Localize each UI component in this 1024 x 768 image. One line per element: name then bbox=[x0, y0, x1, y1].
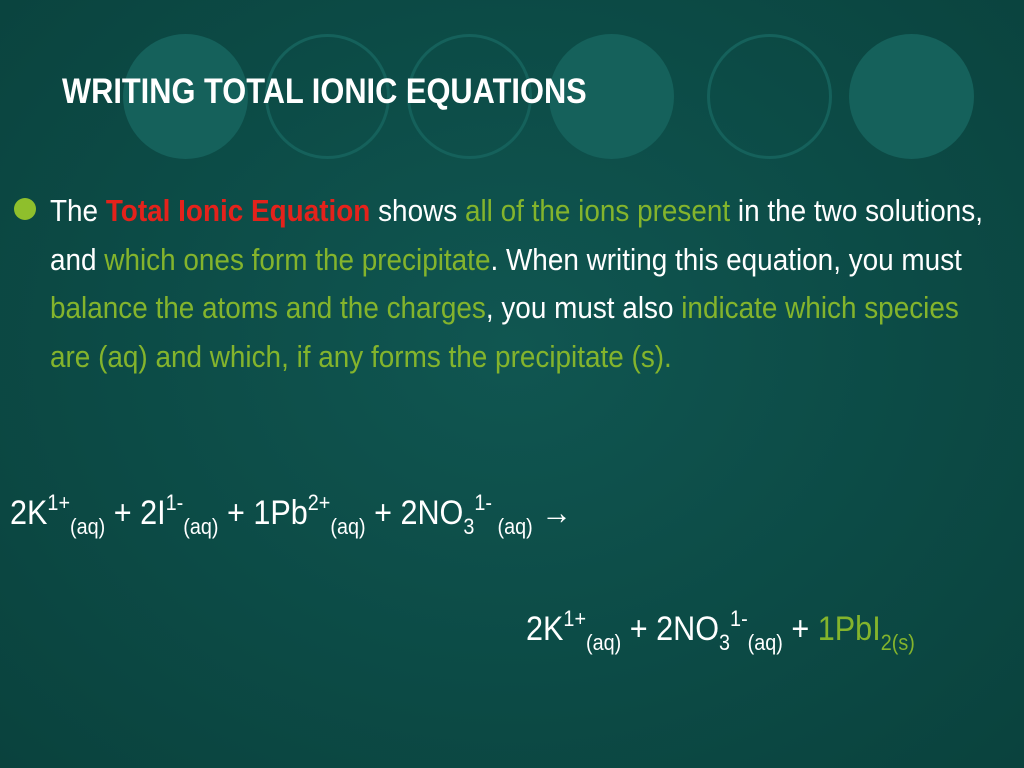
eq2-plus: + bbox=[782, 610, 818, 648]
eq1-state-k: (aq) bbox=[70, 514, 106, 539]
eq2-term-k: 2K bbox=[526, 610, 564, 648]
decor-circle-6 bbox=[849, 34, 974, 159]
eq1-term-k: 2K bbox=[10, 494, 48, 532]
eq2-subscript-3: 3 bbox=[719, 630, 731, 655]
eq2-charge-k: 1+ bbox=[563, 606, 587, 631]
highlight-indicate-species: indicate which species are (aq) and which, if any forms the precipitate (s). bbox=[50, 290, 959, 374]
eq1-charge-no3: 1- bbox=[474, 490, 493, 515]
bullet-text bbox=[50, 187, 986, 381]
eq1-charge-i: 1- bbox=[165, 490, 184, 515]
eq2-charge-no3: 1- bbox=[730, 606, 748, 631]
eq2-precipitate: 1PbI bbox=[817, 610, 881, 648]
total-ionic-equation-term: Total Ionic Equation bbox=[105, 193, 371, 228]
eq1-term-i: + 2I bbox=[105, 494, 166, 532]
bullet-text-part2: shows bbox=[370, 193, 465, 228]
eq1-term-pb: + 1Pb bbox=[218, 494, 308, 532]
equation-products bbox=[526, 606, 915, 655]
highlight-all-ions: all of the ions present bbox=[464, 193, 731, 228]
bullet-text-part5: , you must also bbox=[485, 290, 682, 325]
eq1-state-i: (aq) bbox=[183, 514, 219, 539]
decor-circle-5 bbox=[707, 34, 832, 159]
eq1-state-pb: (aq) bbox=[330, 514, 366, 539]
highlight-balance: balance the atoms and the charges bbox=[50, 290, 486, 325]
eq1-charge-k: 1+ bbox=[47, 490, 71, 515]
bullet-text-part4: . When writing this equation, you must bbox=[490, 241, 962, 277]
highlight-precipitate: which ones form the precipitate bbox=[104, 241, 491, 277]
reaction-arrow-icon: → bbox=[532, 494, 572, 532]
bullet-dot-icon bbox=[14, 198, 36, 220]
eq1-subscript-3: 3 bbox=[463, 514, 475, 539]
equation-reactants bbox=[10, 490, 572, 539]
eq1-charge-pb: 2+ bbox=[307, 490, 331, 515]
bullet-text-part1: The bbox=[50, 193, 106, 228]
eq2-state-no3: (aq) bbox=[747, 630, 783, 655]
eq2-term-no3: + 2NO bbox=[621, 610, 720, 648]
eq1-state-no3: (aq) bbox=[492, 514, 533, 539]
eq2-precipitate-state: 2(s) bbox=[880, 630, 915, 655]
slide-title: WRITING TOTAL IONIC EQUATIONS bbox=[62, 72, 587, 111]
bullet-text-part3: in the two solutions, and bbox=[50, 193, 983, 277]
eq2-state-k: (aq) bbox=[586, 630, 622, 655]
eq1-term-no3: + 2NO bbox=[365, 494, 464, 532]
